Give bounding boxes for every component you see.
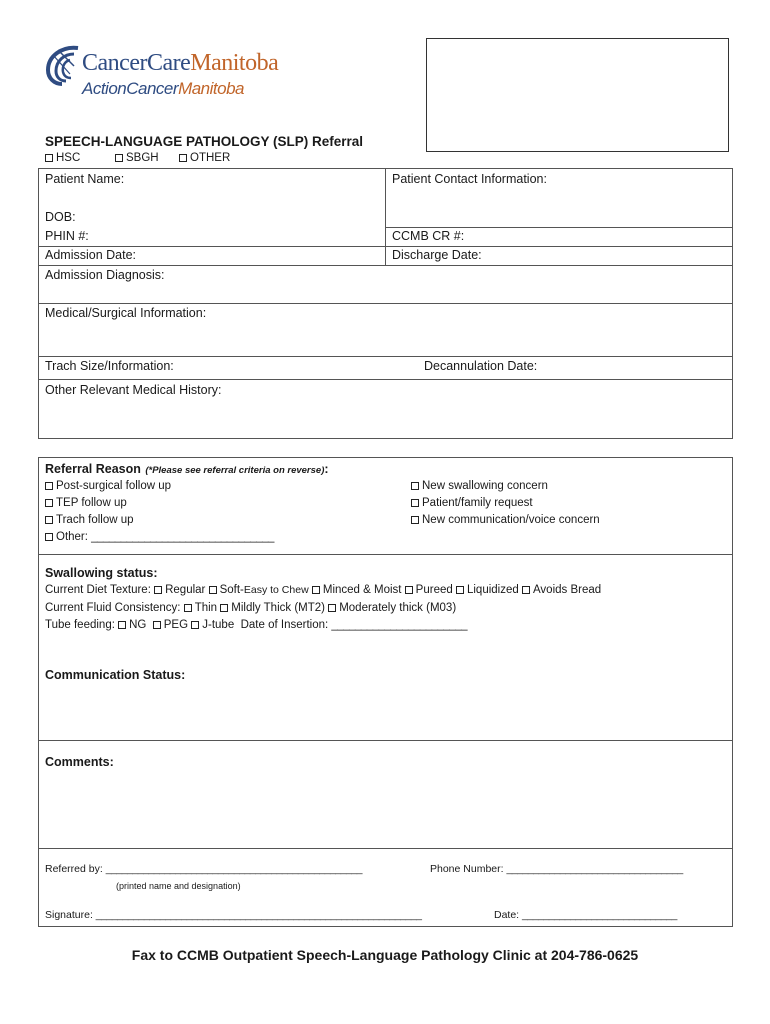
- tube-j-tube[interactable]: J-tube: [191, 619, 234, 631]
- checkbox-icon[interactable]: [45, 482, 53, 490]
- tube-peg[interactable]: PEG: [153, 619, 188, 631]
- reason-tep[interactable]: TEP follow up: [45, 497, 127, 509]
- fluid-consistency-row: Current Fluid Consistency: Thin Mildly Thick (MT2) Moderately thick (M03): [45, 602, 457, 614]
- patient-contact-field[interactable]: Patient Contact Information:: [392, 172, 547, 186]
- other-history-field[interactable]: Other Relevant Medical History:: [45, 383, 222, 397]
- checkbox-icon[interactable]: [411, 482, 419, 490]
- site-sbgh[interactable]: SBGH: [115, 152, 159, 164]
- communication-heading: Communication Status:: [45, 668, 186, 682]
- logo-line-1: [82, 50, 278, 77]
- checkbox-icon[interactable]: [522, 586, 530, 594]
- date-field[interactable]: _____________________________: [522, 909, 677, 921]
- communication-field[interactable]: [40, 686, 730, 736]
- patient-label-box[interactable]: [426, 38, 729, 152]
- divider: [38, 379, 733, 380]
- date-row: Date: _____________________________: [494, 909, 677, 921]
- divider: [38, 740, 733, 741]
- checkbox-icon[interactable]: [45, 516, 53, 524]
- trach-field[interactable]: Trach Size/Information:: [45, 359, 174, 373]
- site-other[interactable]: OTHER: [179, 152, 230, 164]
- checkbox-icon[interactable]: [209, 586, 217, 594]
- logo-line-2: [82, 79, 244, 99]
- diet-soft[interactable]: Soft-Easy to Chew: [209, 584, 309, 596]
- referral-heading: Referral Reason (*Please see referral criteria on reverse):: [45, 462, 329, 476]
- logo-actioncancer: ActionCancer: [82, 79, 179, 98]
- referred-by-field[interactable]: ________________________________________________: [105, 863, 363, 875]
- checkbox-icon[interactable]: [118, 621, 126, 629]
- phin-field[interactable]: PHIN #:: [45, 229, 89, 243]
- divider: [38, 303, 733, 304]
- reason-patient-family[interactable]: Patient/family request: [411, 497, 533, 509]
- ccmb-cr-field[interactable]: CCMB CR #:: [392, 229, 465, 243]
- checkbox-icon[interactable]: [328, 604, 336, 612]
- fluid-moderately-thick[interactable]: Moderately thick (M03): [328, 602, 456, 614]
- checkbox-icon[interactable]: [154, 586, 162, 594]
- checkbox-icon[interactable]: [45, 154, 53, 162]
- checkbox-icon[interactable]: [312, 586, 320, 594]
- decannulation-field[interactable]: Decannulation Date:: [424, 359, 538, 373]
- reason-trach[interactable]: Trach follow up: [45, 514, 134, 526]
- checkbox-icon[interactable]: [115, 154, 123, 162]
- checkbox-icon[interactable]: [411, 499, 419, 507]
- reason-post-surgical[interactable]: Post-surgical follow up: [45, 480, 171, 492]
- divider: [38, 246, 733, 247]
- checkbox-icon[interactable]: [184, 604, 192, 612]
- divider: [385, 168, 386, 265]
- phone-number-field[interactable]: _________________________________: [506, 863, 683, 875]
- checkbox-icon[interactable]: [191, 621, 199, 629]
- logo-cancercare: CancerCare: [82, 50, 191, 76]
- diet-minced[interactable]: Minced & Moist: [312, 584, 402, 596]
- tube-ng[interactable]: NG: [118, 619, 146, 631]
- logo: [44, 44, 304, 104]
- patient-name-field[interactable]: Patient Name:: [45, 172, 125, 186]
- tube-feeding-row: Tube feeding: NG PEG J-tube Date of Insertion: _______________________: [45, 619, 467, 631]
- diet-regular[interactable]: Regular: [154, 584, 205, 596]
- checkbox-icon[interactable]: [220, 604, 228, 612]
- diet-liquidized[interactable]: Liquidized: [456, 584, 519, 596]
- admission-diagnosis-field[interactable]: Admission Diagnosis:: [45, 268, 165, 282]
- form-title: SPEECH-LANGUAGE PATHOLOGY (SLP) Referral: [45, 134, 364, 149]
- swallowing-heading: Swallowing status:: [45, 566, 158, 580]
- signature-field[interactable]: _____________________________________________________________: [95, 909, 422, 921]
- reason-new-swallowing[interactable]: New swallowing concern: [411, 480, 548, 492]
- medical-surgical-field[interactable]: Medical/Surgical Information:: [45, 306, 207, 320]
- fluid-mildly-thick[interactable]: Mildly Thick (MT2): [220, 602, 325, 614]
- dob-field[interactable]: DOB:: [45, 210, 76, 224]
- diet-avoids-bread[interactable]: Avoids Bread: [522, 584, 601, 596]
- diet-texture-row: Current Diet Texture: Regular Soft-Easy to Chew Minced & Moist Pureed Liquidized Avoids Bread: [45, 584, 602, 596]
- checkbox-icon[interactable]: [153, 621, 161, 629]
- fluid-thin[interactable]: Thin: [184, 602, 217, 614]
- printed-name-note: (printed name and designation): [116, 881, 241, 891]
- admission-date-field[interactable]: Admission Date:: [45, 248, 137, 262]
- checkbox-icon[interactable]: [456, 586, 464, 594]
- reason-new-communication[interactable]: New communication/voice concern: [411, 514, 600, 526]
- comments-field[interactable]: [40, 774, 730, 844]
- divider: [385, 227, 733, 228]
- divider: [38, 265, 733, 266]
- checkbox-icon[interactable]: [45, 499, 53, 507]
- phone-number-row: Phone Number: _________________________________: [430, 863, 683, 875]
- site-hsc[interactable]: HSC: [45, 152, 80, 164]
- divider: [38, 848, 733, 849]
- checkbox-icon[interactable]: [411, 516, 419, 524]
- logo-manitoba-2: Manitoba: [178, 79, 244, 98]
- diet-pureed[interactable]: Pureed: [405, 584, 453, 596]
- divider: [38, 554, 733, 555]
- discharge-date-field[interactable]: Discharge Date:: [392, 248, 482, 262]
- logo-swirl-icon: [44, 44, 84, 86]
- comments-heading: Comments:: [45, 755, 114, 769]
- fax-footer: Fax to CCMB Outpatient Speech-Language Pathology Clinic at 204-786-0625: [131, 947, 639, 963]
- insertion-date-field[interactable]: _______________________: [331, 619, 467, 631]
- checkbox-icon[interactable]: [45, 533, 53, 541]
- logo-manitoba: Manitoba: [190, 50, 279, 76]
- referred-by-row: Referred by: ________________________________________________: [45, 863, 363, 875]
- signature-row: Signature: _____________________________________________________________: [45, 909, 422, 921]
- divider: [38, 356, 733, 357]
- checkbox-icon[interactable]: [179, 154, 187, 162]
- checkbox-icon[interactable]: [405, 586, 413, 594]
- reason-other[interactable]: Other: _______________________________: [45, 531, 274, 543]
